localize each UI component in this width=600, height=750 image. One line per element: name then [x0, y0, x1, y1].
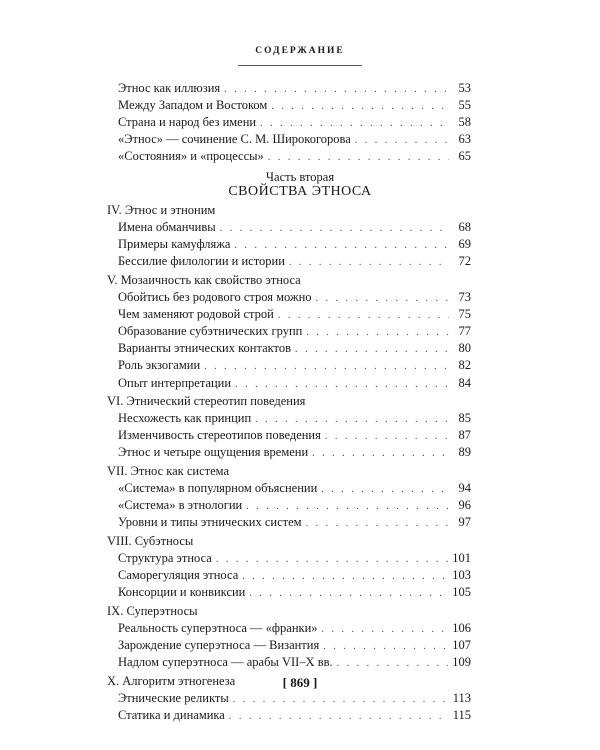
- dot-leader: [260, 116, 449, 132]
- dot-leader: [321, 482, 449, 498]
- toc-entry-page: 55: [458, 98, 471, 113]
- dot-leader: [246, 499, 449, 515]
- chapter-heading: [107, 463, 471, 479]
- toc-entry: [118, 707, 471, 723]
- chapter-heading-title: V. Мозаичность как свойство этноса: [107, 272, 301, 287]
- chapter-heading: [107, 202, 471, 218]
- dot-leader: [306, 516, 449, 532]
- dot-leader: [289, 255, 449, 271]
- dot-leader: [233, 692, 449, 708]
- toc-entry-page: 80: [458, 341, 471, 356]
- dot-leader: [216, 552, 448, 568]
- toc-entry: [118, 97, 471, 113]
- toc-entry: [118, 80, 471, 96]
- toc-entry: [118, 340, 471, 356]
- chapter-heading-title: IX. Суперэтносы: [107, 603, 198, 618]
- toc-entry: [118, 410, 471, 426]
- toc-entry-title: Этнос как иллюзия: [118, 81, 221, 95]
- toc-entry-page: 72: [458, 254, 471, 269]
- toc-entry: [118, 567, 471, 583]
- toc-entry-page: 115: [452, 707, 471, 722]
- toc-entry: [118, 236, 471, 252]
- chapter-heading: [107, 272, 471, 288]
- toc-entry: [118, 480, 471, 496]
- toc-entry-page: 96: [458, 498, 471, 513]
- dot-leader: [355, 133, 449, 149]
- toc-entry-page: 58: [458, 115, 471, 130]
- dot-leader: [255, 412, 449, 428]
- dot-leader: [234, 238, 449, 254]
- toc-entry-page: 89: [458, 445, 471, 460]
- toc-entry-title: Чем заменяют родовой строй: [118, 307, 274, 322]
- toc-entry: [118, 306, 471, 322]
- toc-entry-page: 69: [458, 237, 471, 252]
- toc-entry-page: 75: [458, 307, 471, 322]
- toc-entry-page: 106: [452, 620, 471, 635]
- toc-entry-title: «Этнос» — сочинение С. М. Широкогорова: [118, 132, 351, 147]
- dot-leader: [235, 377, 449, 393]
- toc-entry: [118, 289, 471, 305]
- toc-entry-page: 85: [458, 411, 471, 426]
- toc-entry-title: Надлом суперэтноса — арабы VII–X вв.: [118, 655, 333, 670]
- toc-entry: [118, 690, 471, 706]
- chapter-heading-title: X. Алгоритм этногенеза: [107, 673, 236, 688]
- toc-entry: [118, 148, 471, 164]
- toc-entry-title: Страна и народ без имени: [118, 115, 257, 130]
- toc-entry-title: «Система» в этнологии: [118, 498, 243, 513]
- dot-leader: [278, 308, 449, 324]
- toc-entry-title: Между Западом и Востоком: [118, 98, 268, 113]
- toc-entry-title: Роль экзогамии: [118, 358, 201, 373]
- toc-entry-title: Опыт интерпретации: [118, 375, 232, 390]
- toc-entry-page: 77: [458, 324, 471, 339]
- toc-entry-title: Несхожесть как принцип: [118, 411, 252, 426]
- toc-entry-title: Бессилие филологии и истории: [118, 254, 285, 269]
- toc-entry: [118, 253, 471, 269]
- toc-entry-title: Примеры камуфляжа: [118, 237, 231, 252]
- toc-entry-page: 65: [458, 149, 471, 164]
- dot-leader: [337, 656, 449, 672]
- toc-entry-page: 109: [452, 655, 471, 670]
- dot-leader: [204, 359, 449, 375]
- toc-entry-page: 94: [458, 481, 471, 496]
- chapter-heading-title: VI. Этнический стереотип поведения: [107, 394, 306, 409]
- toc-entry-title: Варианты этнических контактов: [118, 341, 291, 356]
- chapter-heading-title: VII. Этнос как система: [107, 464, 230, 478]
- toc-entry-page: 82: [458, 358, 471, 373]
- toc-entry-title: Консорции и конвиксии: [118, 585, 246, 600]
- part-label: Часть вторая: [265, 170, 335, 184]
- toc-entry-title: Саморегуляция этноса: [118, 568, 239, 583]
- dot-leader: [224, 82, 449, 98]
- toc-entry-title: Изменчивость стереотипов поведения: [118, 428, 321, 443]
- toc-entry-title: Образование субэтнических групп: [118, 324, 303, 339]
- dot-leader: [249, 586, 448, 602]
- toc-entry-page: 103: [452, 568, 471, 583]
- toc-entry: [118, 219, 471, 235]
- toc-entry: [118, 131, 471, 147]
- toc-entry: [118, 654, 471, 670]
- chapter-heading: [107, 603, 471, 619]
- toc-entry-page: 53: [458, 81, 471, 95]
- toc-entry-page: 107: [452, 638, 471, 652]
- part-title: СВОЙСТВА ЭТНОСА: [228, 184, 372, 199]
- dot-leader: [316, 291, 449, 307]
- toc-entry-page: 63: [458, 132, 471, 147]
- toc-entry: [118, 584, 471, 600]
- toc-entry-page: 68: [458, 220, 471, 235]
- page-number: [ 869 ]: [282, 675, 318, 690]
- chapter-heading-title: IV. Этнос и этноним: [107, 203, 216, 217]
- dot-leader: [242, 569, 448, 585]
- toc-entry: [118, 427, 471, 443]
- toc-entry: [118, 550, 471, 566]
- toc-entry: [118, 375, 471, 391]
- toc-entry-page: 113: [452, 690, 471, 705]
- toc-entry-title: Этнос и четыре ощущения времени: [118, 445, 309, 460]
- toc-entry-title: Статика и динамика: [118, 707, 225, 722]
- toc-entry-title: Уровни и типы этнических систем: [118, 515, 302, 530]
- toc-entry-title: Обойтись без родового строя можно: [118, 290, 312, 304]
- toc-entry-title: Реальность суперэтноса — «франки»: [118, 620, 318, 635]
- toc-entry: [118, 620, 471, 636]
- toc-entry: [118, 444, 471, 460]
- dot-leader: [322, 622, 449, 638]
- toc-entry-page: 105: [452, 585, 471, 600]
- toc-entry: [118, 114, 471, 130]
- dot-leader: [220, 221, 449, 237]
- dot-leader: [268, 150, 449, 166]
- toc-entry-page: 84: [458, 375, 471, 390]
- chapter-heading: [107, 393, 471, 409]
- dot-leader: [271, 99, 449, 115]
- dot-leader: [325, 429, 449, 445]
- toc-entry-page: 97: [458, 515, 471, 530]
- toc-entry-title: «Состояния» и «процессы»: [118, 149, 264, 164]
- dot-leader: [295, 342, 449, 358]
- toc-entry-title: Структура этноса: [118, 551, 212, 565]
- toc-entry: [118, 497, 471, 513]
- toc-entry-title: «Система» в популярном объяснении: [118, 481, 318, 496]
- dot-leader: [306, 325, 449, 341]
- toc-entry: [118, 357, 471, 373]
- dot-leader: [323, 639, 448, 655]
- chapter-heading-title: VIII. Субэтносы: [107, 533, 194, 548]
- chapter-heading: [107, 533, 471, 549]
- toc-entry-page: 101: [452, 551, 471, 565]
- toc-entry-page: 73: [458, 290, 471, 304]
- toc-entry-title: Этнические реликты: [118, 690, 229, 705]
- toc-entry-page: 87: [458, 428, 471, 443]
- toc-entry-title: Зарождение суперэтноса — Византия: [118, 638, 320, 652]
- dot-leader: [312, 446, 449, 462]
- toc-entry-title: Имена обманчивы: [118, 220, 216, 235]
- dot-leader: [229, 709, 449, 725]
- running-header: СОДЕРЖАНИЕ: [255, 46, 345, 56]
- toc-entry: [118, 637, 471, 653]
- toc-entry: [118, 323, 471, 339]
- toc-entry: [118, 514, 471, 530]
